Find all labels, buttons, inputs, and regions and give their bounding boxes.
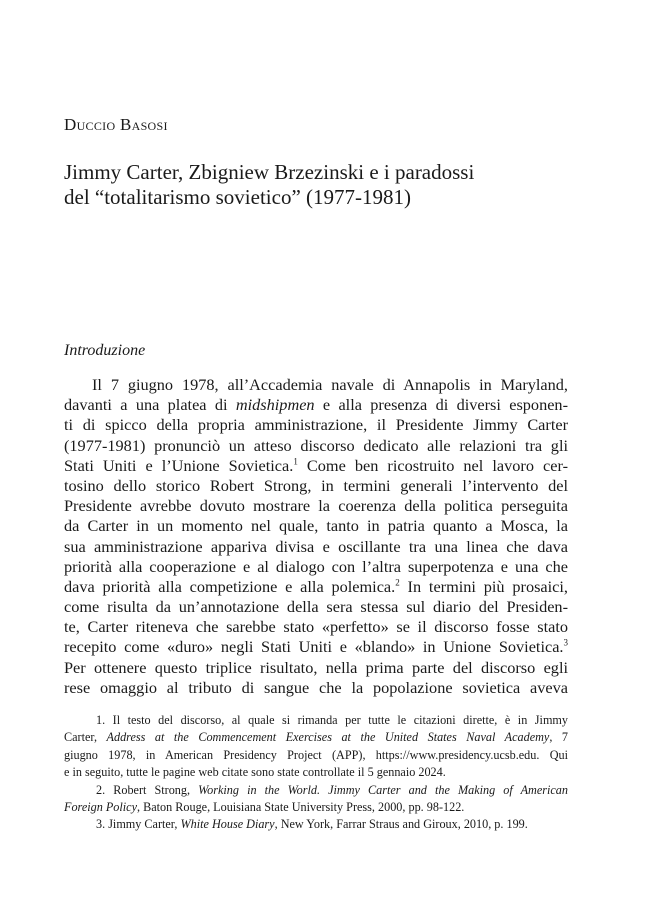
- footnote-text-segment: , 7: [549, 730, 568, 745]
- body-line: [64, 637, 568, 657]
- body-text-segment: dava priorità alla competizione e alla polemica.: [64, 576, 396, 596]
- footnote-ref-2[interactable]: 2: [395, 577, 400, 588]
- cited-title: White House Diary: [180, 817, 275, 832]
- footnote-ref-3[interactable]: 3: [563, 638, 568, 649]
- footnote-2-line: [64, 799, 568, 816]
- body-text-segment: davanti a una platea di: [64, 395, 236, 415]
- footnote-1-line: giugno 1978, in American Presidency Project (APP), https://www.presidency.ucsb.edu. Qui: [64, 747, 568, 762]
- body-line: sua amministrazione appariva divisa e oscillante tra una linea che dava: [64, 536, 568, 556]
- body-line: da Carter in un momento nel quale, tanto in patria quanto a Mosca, la: [64, 516, 568, 536]
- body-text-segment: recepito come «duro» negli Stati Uniti e «blando» in Unione Sovietica.: [64, 637, 564, 657]
- footnote-3-line: [64, 816, 568, 833]
- footnotes: [64, 712, 568, 834]
- body-line: priorità alla cooperazione e al dialogo con l’altra superpotenza e una che: [64, 556, 568, 576]
- body-text-segment: e alla presenza di diversi esponen-: [314, 395, 568, 415]
- cited-title: Working in the World. Jimmy Carter and the Making of American: [198, 782, 568, 797]
- body-line: Il 7 giugno 1978, all’Accademia navale di Annapolis in Maryland,: [92, 375, 568, 394]
- body-line: [64, 577, 568, 597]
- body-line: ti di spicco della propria amministrazione, il Presidente Jimmy Carter: [64, 415, 568, 435]
- author-name: Duccio Basosi: [64, 115, 168, 134]
- footnote-2-line: [64, 782, 568, 799]
- footnote-text-segment: , Baton Rouge, Louisiana State University Press, 2000, pp. 98-122.: [137, 799, 465, 814]
- chapter-title: [64, 160, 584, 210]
- footnote-ref-1[interactable]: 1: [293, 456, 298, 467]
- body-text-segment: Stati Uniti e l’Unione Sovietica.: [64, 455, 294, 475]
- footnote-text-segment: , New York, Farrar Straus and Giroux, 2010, p. 199.: [274, 817, 528, 832]
- italic-term: midshipmen: [235, 395, 315, 415]
- footnote-text-segment: Carter,: [64, 730, 107, 745]
- chapter-title-line-1: Jimmy Carter, Zbigniew Brzezinski e i paradossi: [64, 160, 475, 184]
- body-paragraph: [64, 375, 568, 698]
- body-line: (1977-1981) pronunciò un atteso discorso dedicato alle relazioni tra gli: [64, 435, 568, 455]
- footnote-1-line: [64, 729, 568, 746]
- footnote-1-line: e in seguito, tutte le pagine web citate sono state controllate il 5 gennaio 2024.: [64, 765, 446, 780]
- body-line: [64, 395, 568, 415]
- body-line: rese omaggio al tributo di sangue che la popolazione sovietica aveva: [64, 677, 568, 697]
- body-line: Per ottenere questo triplice risultato, nella prima parte del discorso egli: [64, 657, 568, 677]
- footnote-text-segment: 2. Robert Strong,: [96, 782, 199, 797]
- body-text-segment: In termini più prosaici,: [399, 576, 569, 596]
- section-heading: Introduzione: [64, 342, 146, 359]
- body-line: [64, 456, 568, 476]
- cited-title: Foreign Policy: [64, 799, 137, 814]
- body-line: Presidente avrebbe dovuto mostrare la coerenza della politica perseguita: [64, 496, 568, 516]
- chapter-title-line-2: del “totalitarismo sovietico” (1977-1981): [64, 185, 411, 209]
- cited-title: Address at the Commencement Exercises at the United States Naval Academy: [106, 730, 550, 745]
- body-line: tosino dello storico Robert Strong, in termini generali l’intervento del: [64, 475, 568, 495]
- body-line: come risulta da un’annotazione della sera stessa sul diario del Presiden-: [64, 597, 568, 617]
- footnote-1-line: 1. Il testo del discorso, al quale si rimanda per tutte le citazioni dirette, è in Jimmy: [96, 713, 568, 727]
- body-text-segment: Come ben ricostruito nel lavoro cer-: [297, 455, 569, 475]
- footnote-text-segment: 3. Jimmy Carter,: [96, 817, 181, 832]
- body-line: te, Carter riteneva che sarebbe stato «perfetto» se il discorso fosse stato: [64, 617, 568, 637]
